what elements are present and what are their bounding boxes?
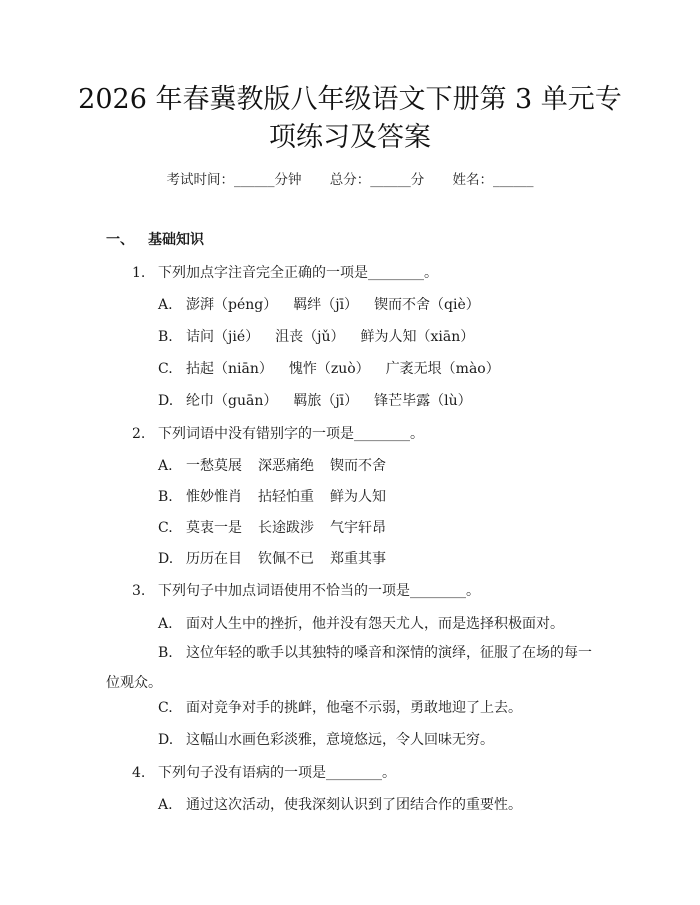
name-field: 姓名：______ — [452, 172, 534, 188]
document-title-line-1: 2026 年春冀教版八年级语文下册第 3 单元专 — [78, 84, 622, 115]
question-text: 下列加点字注音完全正确的一项是________。 — [158, 265, 438, 281]
question-2-option-b: B. 惟妙惟肖 拈轻怕重 鲜为人知 — [158, 489, 386, 505]
total-score-field: 总分：______分 — [329, 172, 425, 188]
question-3-option-a: A. 面对人生中的挫折，他并没有怨天尤人，而是选择积极面对。 — [158, 616, 564, 632]
section-number: 一、 — [106, 232, 134, 248]
question-text: 下列句子中加点词语使用不恰当的一项是________。 — [158, 583, 480, 599]
question-text: 下列句子没有语病的一项是________。 — [158, 765, 396, 781]
question-1-option-b: B. 诘问（jié） 沮丧（jǔ） 鲜为人知（xiān） — [158, 329, 475, 345]
question-3-option-b: B. 这位年轻的歌手以其独特的嗓音和深情的演绎，征服了在场的每一位观众。 — [106, 645, 592, 691]
section-heading — [106, 229, 204, 249]
exam-time-field: 考试时间：______分钟 — [166, 172, 302, 188]
question-text: 下列词语中没有错别字的一项是________。 — [158, 426, 424, 442]
question-1-option-c: C. 拈起（niān） 愧怍（zuò） 广袤无垠（mào） — [158, 361, 500, 377]
question-number: 2. — [132, 426, 146, 442]
question-2-option-d: D. 历历在目 钦佩不已 郑重其事 — [158, 551, 386, 567]
question-1 — [132, 262, 438, 282]
question-number: 3. — [132, 583, 146, 599]
document-title-line-2: 项练习及答案 — [269, 122, 431, 153]
question-1-option-a: A. 澎湃（péng） 羁绊（jī） 锲而不舍（qiè） — [158, 297, 480, 313]
question-2 — [132, 423, 424, 443]
question-number: 1. — [132, 265, 146, 281]
question-3-option-d: D. 这幅山水画色彩淡雅，意境悠远，令人回味无穷。 — [158, 732, 494, 748]
exam-info-row — [0, 168, 700, 188]
question-3 — [132, 580, 480, 600]
question-4-option-a: A. 通过这次活动，使我深刻认识到了团结合作的重要性。 — [158, 797, 522, 813]
question-number: 4. — [132, 765, 146, 781]
section-title: 基础知识 — [148, 232, 204, 248]
question-2-option-a: A. 一愁莫展 深恶痛绝 锲而不舍 — [158, 458, 386, 474]
question-1-option-d: D. 纶巾（guān） 羁旅（jī） 锋芒毕露（lù） — [158, 393, 472, 409]
question-4 — [132, 762, 396, 782]
question-2-option-c: C. 莫衷一是 长途跋涉 气宇轩昂 — [158, 520, 386, 536]
question-3-option-c: C. 面对竞争对手的挑衅，他毫不示弱，勇敢地迎了上去。 — [158, 700, 522, 716]
